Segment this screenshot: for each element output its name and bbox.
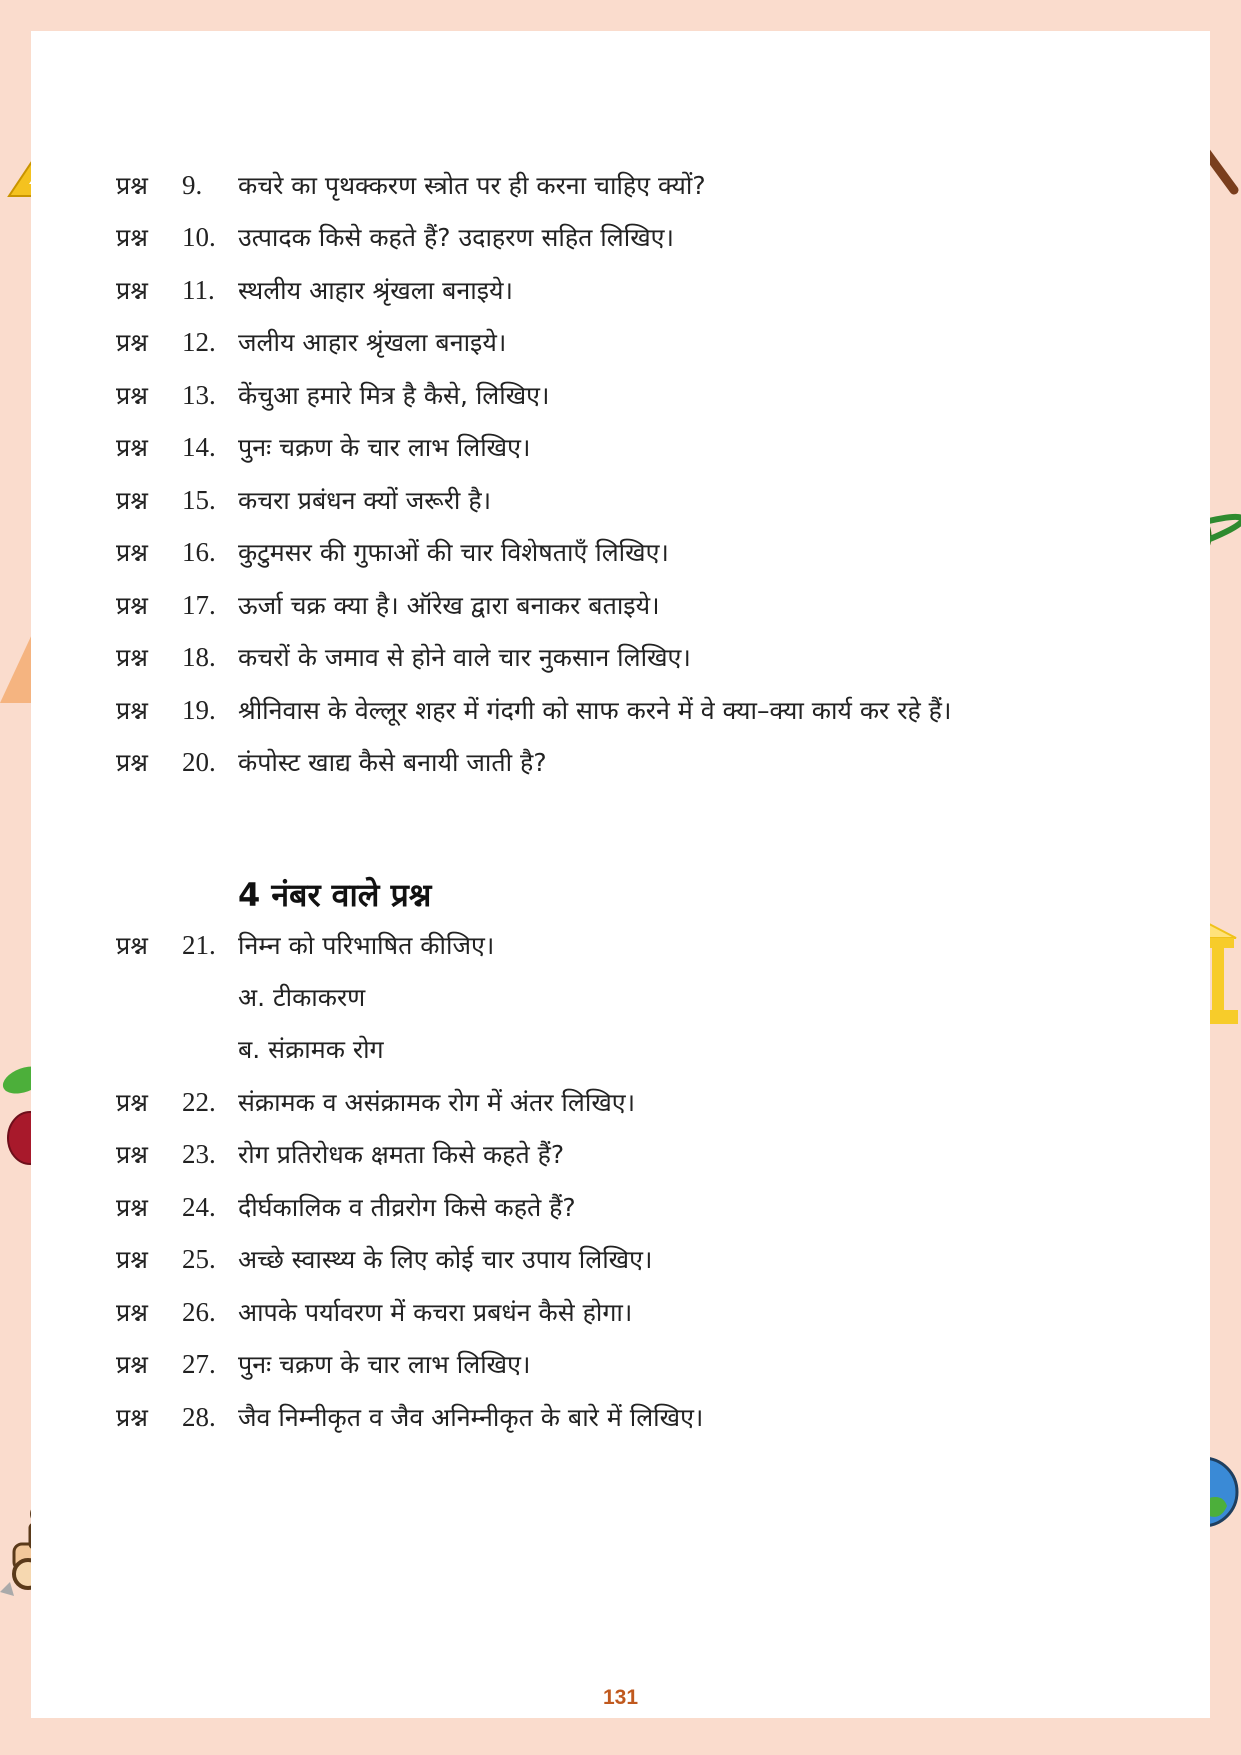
question-number: 12.: [182, 326, 216, 357]
question-text: निम्न को परिभाषित कीजिए।: [238, 931, 495, 960]
question-label: प्रश्न: [116, 433, 148, 462]
question-number: 18.: [182, 641, 216, 672]
question-number: 13.: [182, 379, 216, 410]
question-number: 15.: [182, 484, 216, 515]
question-label: प्रश्न: [116, 1245, 148, 1274]
question-label: प्रश्न: [116, 171, 148, 200]
question-text: कचरे का पृथक्करण स्त्रोत पर ही करना चाहिए क्यों?: [238, 171, 706, 200]
question-text: अच्छे स्वास्थ्य के लिए कोई चार उपाय लिखिए।: [238, 1245, 653, 1274]
question-text: संक्रामक व असंक्रामक रोग में अंतर लिखिए।: [238, 1088, 636, 1117]
question-label: प्रश्न: [116, 1403, 148, 1432]
question-label: प्रश्न: [116, 381, 148, 410]
question-number: 21.: [182, 929, 216, 960]
question-text: कचरा प्रबंधन क्यों जरूरी है।: [238, 486, 492, 515]
question-label: प्रश्न: [116, 1088, 148, 1117]
page-number: 131: [602, 1686, 639, 1709]
question-text: स्थलीय आहार श्रृंखला बनाइये।: [238, 276, 513, 305]
question-label: प्रश्न: [116, 1140, 148, 1169]
question-number: 26.: [182, 1296, 216, 1327]
sub-item-a: अ. टीकाकरण: [238, 983, 366, 1012]
question-label: प्रश्न: [116, 1193, 148, 1222]
question-number: 14.: [182, 431, 216, 462]
question-label: प्रश्न: [116, 276, 148, 305]
question-label: प्रश्न: [116, 643, 148, 672]
question-number: 27.: [182, 1348, 216, 1379]
question-label: प्रश्न: [116, 538, 148, 567]
question-text: केंचुआ हमारे मित्र है कैसे, लिखिए।: [238, 381, 550, 410]
question-label: प्रश्न: [116, 486, 148, 515]
question-number: 20.: [182, 746, 216, 777]
question-label: प्रश्न: [116, 696, 148, 725]
question-number: 28.: [182, 1401, 216, 1432]
question-text: ऊर्जा चक्र क्या है। ऑरेख द्वारा बनाकर बताइये।: [238, 591, 660, 620]
question-number: 10.: [182, 221, 216, 252]
question-number: 25.: [182, 1243, 216, 1274]
question-label: प्रश्न: [116, 223, 148, 252]
document-page: [31, 31, 1210, 1718]
question-text: रोग प्रतिरोधक क्षमता किसे कहते हैं?: [238, 1140, 565, 1169]
question-text: पुनः चक्रण के चार लाभ लिखिए।: [238, 1350, 531, 1379]
question-text: कचरों के जमाव से होने वाले चार नुकसान लिखिए।: [238, 643, 691, 672]
question-text: श्रीनिवास के वेल्लूर शहर में गंदगी को साफ करने में वे क्या–क्या कार्य कर रहे हैं।: [238, 696, 952, 725]
question-label: प्रश्न: [116, 931, 148, 960]
question-label: प्रश्न: [116, 328, 148, 357]
question-label: प्रश्न: [116, 591, 148, 620]
question-text: आपके पर्यावरण में कचरा प्रबधंन कैसे होगा।: [238, 1298, 633, 1327]
question-text: उत्पादक किसे कहते हैं? उदाहरण सहित लिखिए।: [238, 223, 674, 252]
question-number: 16.: [182, 536, 216, 567]
sub-item-b: ब. संक्रामक रोग: [238, 1035, 384, 1064]
question-label: प्रश्न: [116, 748, 148, 777]
question-number: 22.: [182, 1086, 216, 1117]
question-label: प्रश्न: [116, 1350, 148, 1379]
question-text: पुनः चक्रण के चार लाभ लिखिए।: [238, 433, 531, 462]
question-number: 19.: [182, 694, 216, 725]
question-number: 24.: [182, 1191, 216, 1222]
question-number: 23.: [182, 1138, 216, 1169]
question-text: जलीय आहार श्रृंखला बनाइये।: [238, 328, 507, 357]
question-text: दीर्घकालिक व तीव्ररोग किसे कहते हैं?: [238, 1193, 576, 1222]
question-label: प्रश्न: [116, 1298, 148, 1327]
question-number: 11.: [182, 274, 215, 305]
question-text: जैव निम्नीकृत व जैव अनिम्नीकृत के बारे में लिखिए।: [238, 1403, 704, 1432]
question-text: कुटुमसर की गुफाओं की चार विशेषताएँ लिखिए।: [238, 538, 669, 567]
question-number: 9.: [182, 169, 203, 200]
question-number: 17.: [182, 589, 216, 620]
question-text: कंपोस्ट खाद्य कैसे बनायी जाती है?: [238, 748, 547, 777]
section-heading: 4 नंबर वाले प्रश्न: [238, 876, 432, 914]
